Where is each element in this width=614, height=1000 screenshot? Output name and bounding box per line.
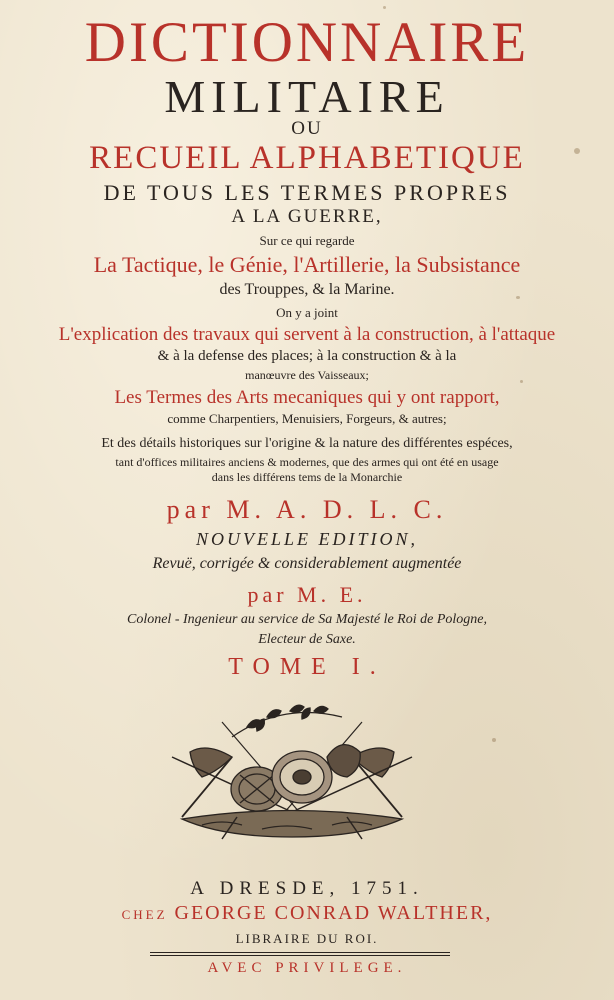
privilege-line: AVEC PRIVILEGE. <box>207 960 407 976</box>
title-line-recueil: RECUEIL ALPHABETIQUE <box>89 140 525 176</box>
imprint-publisher-role: LIBRAIRE DU ROI. <box>235 931 379 946</box>
foxing-spot <box>516 296 520 299</box>
foxing-spot <box>492 738 496 742</box>
editor-line: par M. E. <box>247 582 367 607</box>
publisher-name: GEORGE CONRAD WALTHER, <box>174 902 493 924</box>
title-line-monarchie: dans les différens tems de la Monarchie <box>211 470 403 484</box>
title-line-explication: L'explication des travaux qui servent à la construction, à l'attaque <box>58 324 556 345</box>
title-line-offices: tant d'offices militaires anciens & modernes, que des armes qui ont été en usage <box>115 455 499 469</box>
volume-line: TOME I. <box>228 654 386 680</box>
title-line-militaire: MILITAIRE <box>164 71 450 122</box>
editor-title-line-1: Colonel - Ingenieur au service de Sa Majesté le Roi de Pologne, <box>126 612 487 627</box>
edition-note-line: Revuë, corrigée & considerablement augmentée <box>152 555 462 572</box>
foxing-spot <box>383 6 386 9</box>
imprint-rule-thin <box>150 955 450 956</box>
title-line-guerre: A LA GUERRE, <box>231 206 383 227</box>
title-line-dictionnaire: DICTIONNAIRE <box>84 11 530 74</box>
title-line-arts: Les Termes des Arts mecaniques qui y ont rapport, <box>114 387 500 408</box>
title-line-manoeuvre: manœuvre des Vaisseaux; <box>245 368 369 382</box>
imprint-place-date: A DRESDE, 1751. <box>190 878 424 899</box>
title-line-ou: OU <box>291 118 323 139</box>
title-line-joint: On y a joint <box>276 305 338 320</box>
publisher-prefix: CHEZ <box>121 907 168 922</box>
military-trophy-icon <box>162 697 422 847</box>
title-line-tactique: La Tactique, le Génie, l'Artillerie, la Subsistance <box>93 252 521 277</box>
title-line-defense: & à la defense des places; à la construction & à la <box>157 348 457 364</box>
foxing-spot <box>574 148 580 154</box>
title-line-termes: DE TOUS LES TERMES PROPRES <box>103 180 511 205</box>
imprint-rule <box>150 952 450 953</box>
title-line-charpentiers: comme Charpentiers, Menuisiers, Forgeurs, & autres; <box>167 411 447 426</box>
foxing-spot <box>520 380 523 383</box>
title-line-details: Et des détails historiques sur l'origine & la nature des différentes espéces, <box>101 436 513 451</box>
title-line-regarde: Sur ce qui regarde <box>259 233 355 248</box>
title-line-trouppes: des Trouppes, & la Marine. <box>219 281 395 298</box>
author-line: par M. A. D. L. C. <box>166 495 448 524</box>
edition-line: NOUVELLE EDITION, <box>195 529 418 549</box>
imprint-publisher <box>0 902 614 925</box>
editor-title-line-2: Electeur de Saxe. <box>258 632 356 647</box>
